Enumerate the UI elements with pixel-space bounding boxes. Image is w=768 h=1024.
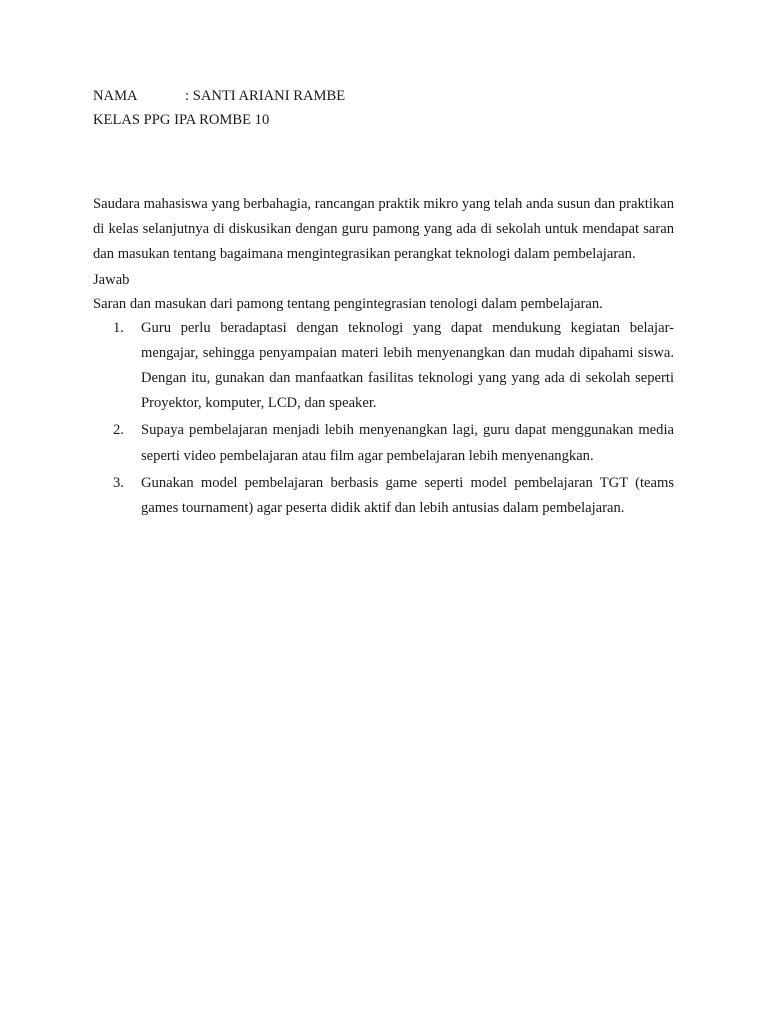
list-item [93,316,674,417]
answer-label: Jawab [93,271,130,288]
list-item [93,418,674,468]
suggestion-list [93,316,674,522]
item-text: Gunakan model pembelajaran berbasis game seperti model pembelajaran TGT (teams games tournament) agar peserta didik aktif dan lebih antusias dalam pembelajaran. [141,474,674,517]
item-text: Supaya pembelajaran menjadi lebih menyenangkan lagi, guru dapat menggunakan media seperti video pembelajaran atau film agar pembelajaran lebih menyenangkan. [141,422,674,464]
answer-intro: Saran dan masukan dari pamong tentang pengintegrasian tenologi dalam pembelajaran. [93,295,603,312]
name-value: : SANTI ARIANI RAMBE [185,88,346,104]
question-paragraph: Saudara mahasiswa yang berbahagia, rancangan praktik mikro yang telah anda susun dan praktikan di kelas selanjutnya di diskusikan dengan guru pamong yang ada di sekolah untuk mendapat saran dan masukan tentang bagaimana mengintegrasikan perangkat teknologi dalam pembelajaran. [93,196,674,263]
item-number: 3. [113,474,124,491]
spacer [93,132,674,192]
name-row [93,84,674,108]
class-line: KELAS PPG IPA ROMBE 10 [93,112,270,128]
name-label: NAMA [93,88,138,104]
document-page [93,84,674,523]
list-item [93,471,674,521]
item-text: Guru perlu beradaptasi dengan teknologi yang dapat mendukung kegiatan belajar-mengajar, sehingga penyampaian materi lebih menyenangkan dan mudah dipahami siswa. Dengan itu, gunakan dan manfaatkan fasilitas teknologi yang yang ada di sekolah seperti Proyektor, komputer, LCD, dan speaker. [141,319,674,412]
item-number: 1. [113,319,124,336]
item-number: 2. [113,422,124,439]
